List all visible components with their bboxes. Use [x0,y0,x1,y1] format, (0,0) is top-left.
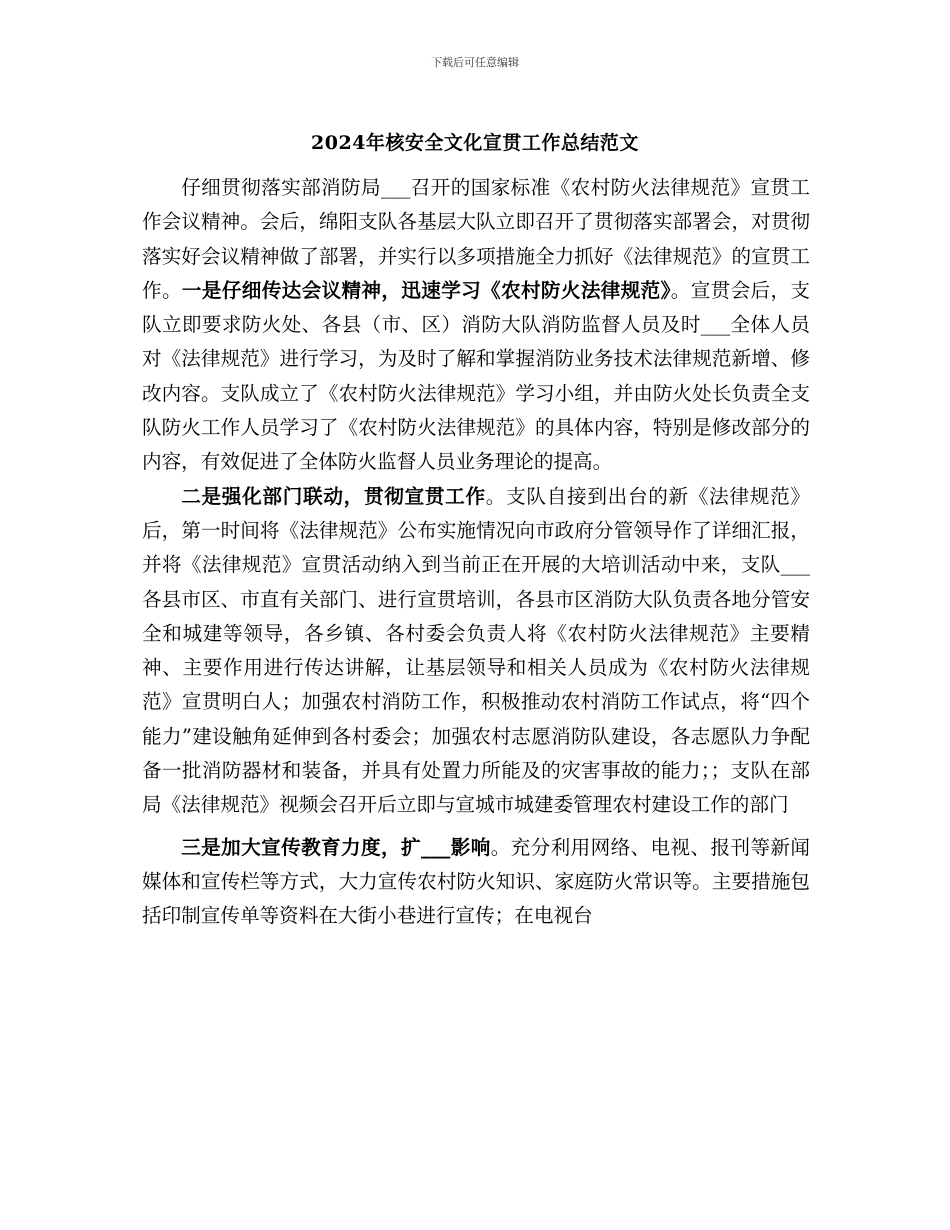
paragraph-3-bold: 三是加大宣传教育力度，扩___影响 [181,835,491,859]
paragraph-2 [142,480,810,823]
paragraph-3-text: 。充分利用网络、电视、报刊等新闻媒体和宣传栏等方式，大力宣传农村防火知识、家庭防火常识等。主要措施包括印制宣传单等资料在大街小巷进行宣传；在电视台 [142,835,811,928]
paragraph-1-text: 仔细贯彻落实部消防局___召开的国家标准《农村防火法律规范》宣贯工作会议精神。会后，绵阳支队各基层大队立即召开了贯彻落实部署会，对贯彻落实好会议精神做了部署，并实行以多项措施全力抓好《法律规范》的宣贯工作。 [142,176,810,302]
page-header-note: 下载后可任意编辑 [431,56,519,69]
paragraph-2-bold: 二是强化部门联动，贯彻宣贯工作 [181,484,486,508]
document-title: 2024年核安全文化宣贯工作总结范文 [311,132,639,154]
paragraph-2-text: 。支队自接到出台的新《法律规范》后，第一时间将《法律规范》公布实施情况向市政府分管领导作了详细汇报，并将《法律规范》宣贯活动纳入到当前正在开展的大培训活动中来，支队___各县市区、市直有关部门、进行宣贯培训，各县市区消防大队负责各地分管安全和城建等领导，各乡镇、各村委会负责人将《农村防火法律规范》主要精神、主要作用进行传达讲解，让基层领导和相关人员成为《农村防火法律规范》宣贯明白人；加强农村消防工作，积极推动农村消防工作试点，将“四个能力”建设触角延伸到各村委会；加强农村志愿消防队建设，各志愿队力争配备一批消防器材和装备，并具有处置力所能及的灾害事故的能力；；支队在部局《法律规范》视频会召开后立即与宣城市城建委管理农村建设工作的部门 [142,484,810,817]
paragraph-1-bold: 一是仔细传达会议精神，迅速学习《农村防火法律规范》 [181,278,671,302]
paragraph-3 [142,831,810,934]
document-body [142,171,810,934]
paragraph-1 [142,171,810,480]
paragraph-1-continuation: 。宣贯会后，支队立即要求防火处、各县（市、区）消防大队消防监督人员及时___全体人员对《法律规范》进行学习，为及时了解和掌握消防业务技术法律规范新增、修改内容。支队成立了《农村防火法律规范》学习小组，并由防火处长负责全支队防火工作人员学习了《农村防火法律规范》的具体内容，特别是修改部分的内容，有效促进了全体防火监督人员业务理论的提高。 [142,278,811,474]
